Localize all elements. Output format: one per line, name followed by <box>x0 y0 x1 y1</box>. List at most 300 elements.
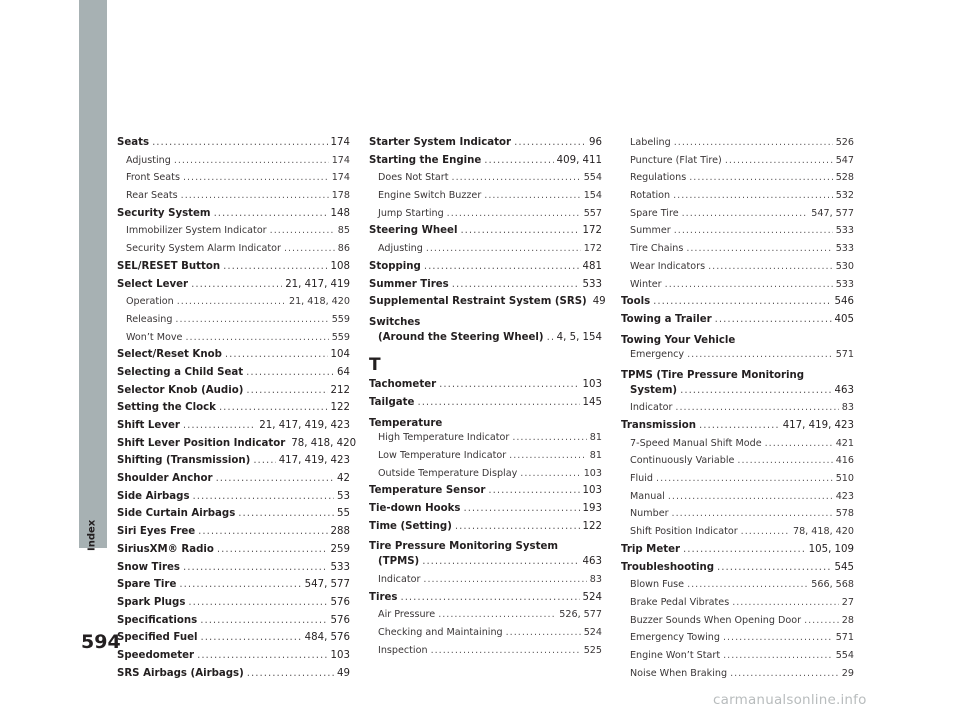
index-entry[interactable] <box>369 485 602 503</box>
index-entry-term: Regulations <box>630 172 687 184</box>
dot-leader <box>452 279 580 290</box>
index-subentry[interactable] <box>369 190 602 208</box>
index-subentry[interactable] <box>369 432 602 450</box>
index-entry-pages: 28 <box>841 614 854 626</box>
index-entry-term: Supplemental Restraint System (SRS) <box>369 296 587 308</box>
index-entry-pages: 481 <box>582 260 602 272</box>
dot-leader <box>188 597 327 608</box>
index-entry-pages: 103 <box>582 379 602 391</box>
dot-leader <box>455 521 580 532</box>
index-entry-pages: 571 <box>835 632 854 644</box>
dot-leader <box>514 137 586 148</box>
index-entry[interactable] <box>621 544 854 562</box>
index-entry-pages: 122 <box>582 520 602 532</box>
index-entry-pages: 554 <box>835 649 854 661</box>
index-entry-pages: 172 <box>582 225 602 237</box>
dot-leader <box>439 379 579 390</box>
index-entry-term: Specified Fuel <box>117 632 198 644</box>
index-subentry[interactable] <box>621 279 854 297</box>
index-entry-pages: 416 <box>835 455 854 467</box>
index-entry-pages: 463 <box>582 556 602 568</box>
dot-leader <box>673 190 833 201</box>
index-entry-term: Emergency Towing <box>630 632 720 644</box>
index-entry-term: Starter System Indicator <box>369 137 512 148</box>
index-entry[interactable] <box>117 508 350 526</box>
index-entry-term: Fluid <box>630 473 654 485</box>
dot-leader <box>668 491 833 502</box>
index-entry-term: Blown Fuse <box>630 579 685 591</box>
index-entry-term: Won’t Move <box>126 331 183 343</box>
index-entry[interactable] <box>369 556 602 574</box>
dot-leader <box>177 296 286 307</box>
dot-leader <box>723 650 833 661</box>
index-entry-pages: 510 <box>835 473 854 485</box>
index-entry-pages: 532 <box>835 190 854 202</box>
dot-leader <box>665 279 833 290</box>
index-column-2 <box>369 137 606 662</box>
index-entry[interactable] <box>369 521 602 539</box>
dot-leader <box>509 450 587 461</box>
index-entry[interactable] <box>369 332 602 350</box>
dot-leader <box>223 261 327 272</box>
index-column-1 <box>117 137 357 685</box>
index-subentry[interactable] <box>621 650 854 668</box>
index-entry-term: Winter <box>630 278 662 290</box>
dot-leader <box>183 172 329 183</box>
index-subentry[interactable] <box>621 632 854 650</box>
index-entry-pages: 578 <box>835 508 854 520</box>
index-entry-title: Tire Pressure Monitoring System <box>369 541 558 553</box>
index-subentry[interactable] <box>621 402 854 420</box>
index-entry-pages: 545 <box>834 561 854 573</box>
index-subentry[interactable] <box>117 243 350 261</box>
index-entry-term: Stopping <box>369 260 421 272</box>
index-entry[interactable] <box>117 137 350 155</box>
index-entry-pages: 122 <box>330 402 350 414</box>
index-entry-pages: 212 <box>330 384 350 396</box>
index-entry-pages: 533 <box>330 561 350 573</box>
index-entry-pages: 524 <box>583 626 602 638</box>
dot-leader <box>672 508 833 519</box>
dot-leader <box>438 609 556 620</box>
dot-leader <box>417 397 579 408</box>
index-subentry[interactable] <box>117 332 350 350</box>
index-entry-term: Snow Tires <box>117 561 180 573</box>
index-entry-term: Tire Chains <box>630 243 684 255</box>
index-entry[interactable] <box>621 385 854 403</box>
index-entry-term: Speedometer <box>117 649 195 661</box>
index-subentry[interactable] <box>621 455 854 473</box>
index-entry-term: Summer <box>630 225 671 237</box>
dot-leader <box>238 508 334 519</box>
dot-leader <box>715 314 832 325</box>
dot-leader <box>520 468 580 479</box>
index-entry-term: Spare Tire <box>117 579 177 591</box>
index-entry-pages: 417, 419, 423 <box>278 455 350 467</box>
index-entry-term: Steering Wheel <box>369 225 458 237</box>
dot-leader <box>225 349 328 360</box>
index-entry[interactable] <box>117 650 350 668</box>
dot-leader <box>699 420 780 431</box>
index-subentry[interactable] <box>621 137 854 155</box>
index-subentry[interactable] <box>621 172 854 190</box>
index-subentry[interactable] <box>621 508 854 526</box>
index-entry-term: Engine Won’t Start <box>630 649 721 661</box>
index-entry-pages: 178 <box>331 190 350 202</box>
index-entry-term: Labeling <box>630 137 671 148</box>
index-entry-term: Rotation <box>630 190 671 202</box>
index-subentry[interactable] <box>621 526 854 544</box>
index-subentry[interactable] <box>117 314 350 332</box>
index-entry-pages: 528 <box>835 172 854 184</box>
index-entry[interactable] <box>117 367 350 385</box>
index-entry[interactable] <box>621 296 854 314</box>
index-entry-term: Shift Position Indicator <box>630 526 738 538</box>
index-entry-term: Air Pressure <box>378 609 436 621</box>
index-entry[interactable] <box>117 402 350 420</box>
index-entry-pages: 21, 418, 420 <box>288 296 350 308</box>
index-entry-pages: 530 <box>835 260 854 272</box>
index-entry-term: Releasing <box>126 313 173 325</box>
dot-leader <box>674 225 833 236</box>
index-entry-pages: 547 <box>835 154 854 166</box>
dot-leader <box>200 632 301 643</box>
index-entry-term: SEL/RESET Button <box>117 260 221 272</box>
index-entry[interactable] <box>369 296 606 314</box>
dot-leader <box>270 225 335 236</box>
index-entry[interactable] <box>117 279 350 297</box>
index-entry-term: Side Airbags <box>117 490 190 502</box>
index-entry-pages: 78, 418, 420 <box>291 437 357 449</box>
dot-leader <box>217 544 328 555</box>
index-entry-term: Shifting (Transmission) <box>117 455 251 467</box>
index-entry-term: Spare Tire <box>630 207 679 219</box>
index-subentry[interactable] <box>621 225 854 243</box>
index-entry-pages: 174 <box>331 154 350 166</box>
index-entry-title: Temperature <box>369 417 443 429</box>
index-entry-pages: 193 <box>582 503 602 515</box>
index-entry-term: Shift Lever <box>117 420 180 431</box>
dot-leader <box>725 155 833 166</box>
index-entry-term: Tachometer <box>369 379 437 391</box>
index-entry-term: Low Temperature Indicator <box>378 450 507 461</box>
dot-leader <box>426 243 581 254</box>
index-subentry[interactable] <box>621 491 854 509</box>
index-entry[interactable] <box>369 279 602 297</box>
index-entry-pages: 417, 419, 423 <box>782 420 854 431</box>
dot-leader <box>463 503 579 514</box>
index-entry-term: 7-Speed Manual Shift Mode <box>630 437 762 449</box>
index-subentry[interactable] <box>621 615 854 633</box>
dot-leader <box>682 208 809 219</box>
index-entry[interactable] <box>621 562 854 580</box>
index-entry-term: Selector Knob (Audio) <box>117 384 244 396</box>
index-entry-term: Select Lever <box>117 278 189 290</box>
index-entry-pages: 174 <box>330 137 350 148</box>
index-entry[interactable] <box>117 261 350 279</box>
index-subentry[interactable] <box>621 349 854 367</box>
index-entry[interactable] <box>117 208 350 226</box>
dot-leader <box>675 402 838 413</box>
index-entry[interactable] <box>117 455 350 473</box>
index-entry-pages: 566, 568 <box>811 579 854 591</box>
index-column-3 <box>621 137 854 685</box>
index-entry-pages: 4, 5, 154 <box>556 331 602 343</box>
index-entry-pages: 546 <box>834 296 854 308</box>
index-subentry[interactable] <box>369 172 602 190</box>
index-entry-term: Spark Plugs <box>117 596 186 608</box>
index-entry[interactable] <box>117 526 350 544</box>
index-entry-pages: 409, 411 <box>556 154 602 166</box>
index-entry-pages: 559 <box>331 331 350 343</box>
dot-leader <box>214 208 328 219</box>
index-entry-pages: 78, 418, 420 <box>792 526 854 538</box>
index-entry-pages: 154 <box>583 190 602 202</box>
index-entry[interactable] <box>369 155 602 173</box>
dot-leader <box>484 190 580 201</box>
index-entry[interactable] <box>117 385 350 403</box>
index-entry-pages: 559 <box>331 313 350 325</box>
index-entry[interactable] <box>369 225 602 243</box>
dot-leader <box>674 137 833 148</box>
index-entry-term: Front Seats <box>126 172 180 184</box>
dot-leader <box>708 261 833 272</box>
index-entry-term: Immobilizer System Indicator <box>126 225 267 237</box>
index-subentry[interactable] <box>117 190 350 208</box>
index-entry-pages: 42 <box>337 473 350 485</box>
index-entry-term: Indicator <box>630 402 673 414</box>
dot-leader <box>284 243 335 254</box>
index-entry-pages: 405 <box>834 313 854 325</box>
index-entry[interactable] <box>117 473 350 491</box>
dot-leader <box>512 432 586 443</box>
index-subentry[interactable] <box>621 579 854 597</box>
index-entry-term: Tools <box>621 296 651 308</box>
index-entry-pages: 547, 577 <box>304 579 350 591</box>
index-entry[interactable] <box>117 579 350 597</box>
index-entry-pages: 423 <box>835 490 854 502</box>
index-entry-pages: 85 <box>337 225 350 237</box>
dot-leader <box>423 574 586 585</box>
index-subentry[interactable] <box>117 172 350 190</box>
index-entry-term: Noise When Braking <box>630 667 728 679</box>
index-entry-term: Transmission <box>621 420 697 431</box>
index-entry[interactable] <box>117 349 350 367</box>
index-entry-pages: 533 <box>835 278 854 290</box>
dot-leader <box>216 473 334 484</box>
index-entry-term: Engine Switch Buzzer <box>378 190 482 202</box>
dot-leader <box>181 190 329 201</box>
index-entry-pages: 96 <box>589 137 602 148</box>
dot-leader <box>253 455 275 466</box>
index-entry-pages: 103 <box>583 467 602 479</box>
index-subentry[interactable] <box>621 261 854 279</box>
index-entry-pages: 108 <box>330 260 350 272</box>
index-entry-pages: 484, 576 <box>304 632 350 644</box>
index-entry-pages: 103 <box>330 649 350 661</box>
index-entry[interactable] <box>117 437 357 456</box>
dot-leader <box>804 615 839 626</box>
index-entry-pages: 557 <box>583 207 602 219</box>
index-entry-term: Tie-down Hooks <box>369 503 461 515</box>
index-entry[interactable] <box>117 562 350 580</box>
index-entry-pages: 547, 577 <box>811 207 854 219</box>
index-entry[interactable] <box>117 668 350 686</box>
index-side-tab <box>79 0 107 548</box>
index-entry-term: Manual <box>630 490 665 502</box>
index-entry-term: Select/Reset Knob <box>117 349 222 361</box>
dot-leader <box>152 137 327 148</box>
index-entry-term: Starting the Engine <box>369 154 482 166</box>
index-entry-pages: 174 <box>331 172 350 184</box>
index-entry-term: Tailgate <box>369 396 415 408</box>
index-entry-term: System) <box>630 384 678 396</box>
index-entry-term: Does Not Start <box>378 172 449 184</box>
index-entry[interactable] <box>369 397 602 415</box>
index-entry-pages: 83 <box>589 573 602 585</box>
dot-leader <box>400 592 579 603</box>
index-entry-pages: 533 <box>835 243 854 255</box>
index-entry-pages: 29 <box>841 667 854 679</box>
index-entry-pages: 86 <box>337 243 350 255</box>
index-entry-pages: 27 <box>841 596 854 608</box>
index-entry[interactable] <box>369 503 602 521</box>
index-entry[interactable] <box>117 615 350 633</box>
dot-leader <box>488 485 579 496</box>
dot-leader <box>198 526 327 537</box>
index-entry[interactable] <box>117 597 350 615</box>
index-subentry[interactable] <box>369 627 602 645</box>
index-entry-pages: 64 <box>337 366 350 378</box>
index-subentry[interactable] <box>369 574 602 592</box>
index-entry[interactable] <box>621 314 854 332</box>
dot-leader <box>246 385 327 396</box>
index-subentry[interactable] <box>369 645 602 663</box>
index-entry-term: Towing a Trailer <box>621 313 712 325</box>
dot-leader <box>686 243 832 254</box>
index-entry-term: Inspection <box>378 644 428 656</box>
index-entry[interactable] <box>369 137 602 155</box>
dot-leader <box>174 155 329 166</box>
index-entry-term: Number <box>630 508 669 520</box>
index-subentry[interactable] <box>621 208 854 226</box>
index-entry-term: Operation <box>126 296 174 308</box>
index-subentry[interactable] <box>621 597 854 615</box>
index-entry-pages: 463 <box>834 384 854 396</box>
dot-leader <box>185 332 328 343</box>
index-entry-pages: 55 <box>337 508 350 520</box>
dot-leader <box>183 420 256 431</box>
index-entry-term: High Temperature Indicator <box>378 432 510 444</box>
index-entry[interactable] <box>621 420 854 438</box>
index-entry[interactable] <box>117 632 350 650</box>
index-entry-pages: 526 <box>835 137 854 148</box>
dot-leader <box>730 668 839 679</box>
index-entry[interactable] <box>369 261 602 279</box>
index-subentry[interactable] <box>621 473 854 491</box>
dot-leader <box>656 473 833 484</box>
dot-leader <box>246 367 334 378</box>
index-entry-term: Setting the Clock <box>117 402 216 414</box>
dot-leader <box>506 627 581 638</box>
index-entry-pages: 524 <box>582 591 602 603</box>
index-entry[interactable] <box>117 420 350 438</box>
index-subentry[interactable] <box>621 155 854 173</box>
index-entry-pages: 533 <box>582 278 602 290</box>
index-entry-term: Tires <box>369 591 398 603</box>
dot-leader <box>452 172 581 183</box>
dot-leader <box>193 491 335 502</box>
index-subentry[interactable] <box>621 668 854 686</box>
index-subentry[interactable] <box>369 450 602 468</box>
index-entry-pages: 526, 577 <box>559 609 602 621</box>
index-subentry[interactable] <box>369 609 602 627</box>
page-number: 594 <box>81 631 121 653</box>
index-entry-pages: 421 <box>835 437 854 449</box>
index-entry-term: Trip Meter <box>621 543 681 555</box>
dot-leader <box>687 579 808 590</box>
index-subentry[interactable] <box>117 155 350 173</box>
dot-leader <box>689 172 832 183</box>
dot-leader <box>247 668 334 679</box>
index-entry[interactable] <box>369 379 602 397</box>
index-entry-pages: 288 <box>330 526 350 538</box>
index-entry-term: Shoulder Anchor <box>117 473 213 485</box>
index-subentry[interactable] <box>369 208 602 226</box>
index-subentry[interactable] <box>621 190 854 208</box>
index-entry-pages: 49 <box>337 667 350 679</box>
index-entry-pages: 525 <box>583 644 602 656</box>
index-entry-pages: 21, 417, 419, 423 <box>259 420 350 431</box>
index-letter-heading: T <box>369 355 381 376</box>
index-entry-title: TPMS (Tire Pressure Monitoring <box>621 369 805 381</box>
dot-leader <box>183 562 328 573</box>
dot-leader <box>717 562 832 573</box>
index-subentry[interactable] <box>117 225 350 243</box>
dot-leader <box>741 526 790 537</box>
index-entry[interactable] <box>369 592 602 610</box>
index-entry-term: Side Curtain Airbags <box>117 508 236 520</box>
index-entry-term: SiriusXM® Radio <box>117 543 214 555</box>
index-subentry[interactable] <box>621 243 854 261</box>
dot-leader <box>175 314 328 325</box>
index-entry-pages: 105, 109 <box>808 543 854 555</box>
index-entry-pages: 145 <box>582 396 602 408</box>
index-entry-term: Security System <box>117 207 211 219</box>
index-entry-term: SRS Airbags (Airbags) <box>117 667 244 679</box>
index-subentry[interactable] <box>117 296 350 314</box>
index-entry-term: Security System Alarm Indicator <box>126 243 281 255</box>
dot-leader <box>460 225 579 236</box>
index-entry-term: Indicator <box>378 573 421 585</box>
index-entry[interactable] <box>117 491 350 509</box>
index-entry-pages: 571 <box>835 349 854 361</box>
section-tab-label: Index <box>86 519 98 551</box>
index-entry-term: Emergency <box>630 349 685 361</box>
index-entry-pages: 83 <box>841 402 854 414</box>
dot-leader <box>687 349 833 360</box>
index-entry-pages: 259 <box>330 543 350 555</box>
dot-leader <box>424 261 580 272</box>
index-subentry[interactable] <box>369 243 602 261</box>
index-subentry[interactable] <box>621 438 854 456</box>
index-entry-pages: 53 <box>337 490 350 502</box>
index-entry-pages: 576 <box>330 596 350 608</box>
index-entry-term: Adjusting <box>126 154 171 166</box>
index-subentry[interactable] <box>369 468 602 486</box>
index-entry-term: Seats <box>117 137 150 148</box>
index-entry[interactable] <box>117 544 350 562</box>
